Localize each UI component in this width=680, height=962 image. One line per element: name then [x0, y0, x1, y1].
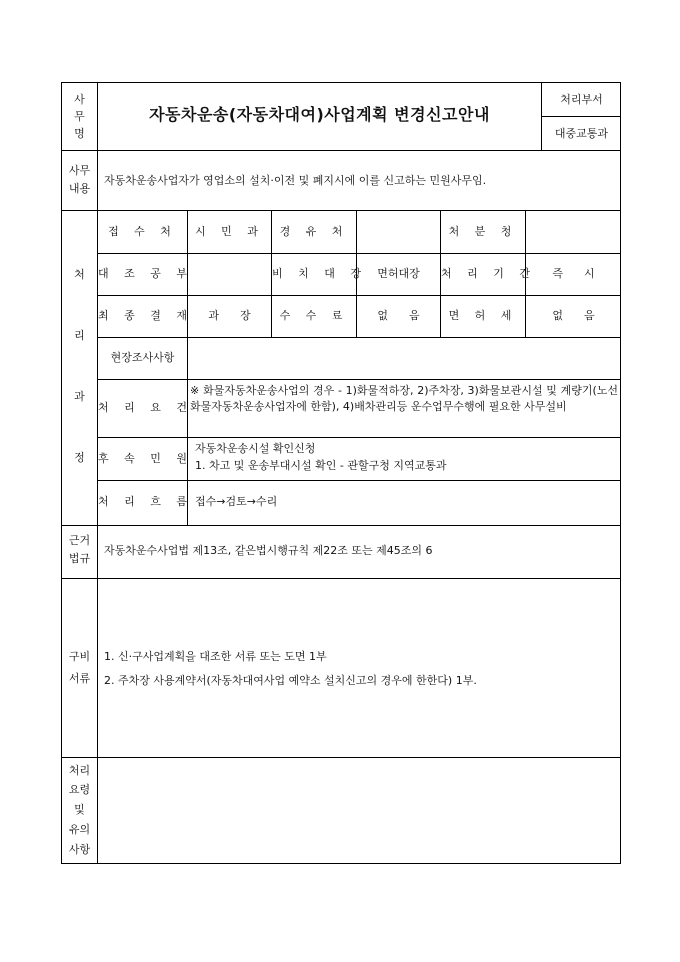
process-column-divider [187, 210, 188, 525]
cell-register-value: 면허대장 [377, 267, 420, 280]
cell-reception-label: 접 수 처 [108, 225, 177, 238]
form-frame [61, 82, 621, 864]
process-label-char: 처 [74, 268, 85, 281]
content-label: 사무 [68, 164, 91, 177]
header-label-char: 사 [74, 93, 85, 106]
page-title: 자동차운송(자동차대여)사업계획 변경신고안내 [149, 105, 490, 124]
process-label-char: 리 [74, 329, 85, 342]
document-item: 2. 주차장 사용계약서(자동차대여사업 예약소 설치신고의 경우에 한한다) 1부. [104, 674, 477, 687]
cell-fee-label: 수 수 료 [279, 309, 349, 322]
header-label-char: 무 [74, 110, 85, 123]
row-divider [97, 379, 621, 380]
notes-label: 요령 [68, 783, 91, 796]
site-survey-label: 현장조사사항 [110, 351, 175, 364]
row-divider [61, 757, 621, 758]
row-divider [61, 578, 621, 579]
notes-label: 사항 [68, 843, 91, 856]
cell-tax-value: 없 음 [552, 309, 595, 322]
notes-label: 및 [74, 803, 85, 816]
document-item: 1. 신·구사업계획을 대조한 서류 또는 도면 1부 [104, 650, 327, 663]
cell-via-label: 경 유 처 [279, 225, 349, 238]
requirements-text: ※ 화물자동차운송사업의 경우 - 1)화물적하장, 2)주차장, 3)화물보관시설 및 계량기(노선화물자동차운송사업자에 한함), 4)배차관리등 운수업무수행에 필요한 사무설비 [190, 384, 618, 413]
requirements-label: 처 리 요 건 [98, 401, 193, 414]
process-label-char: 과 [74, 390, 85, 403]
label-column-divider [97, 82, 98, 864]
row-divider [97, 295, 621, 296]
law-label: 근거 [68, 534, 91, 547]
content-label: 내용 [68, 182, 91, 195]
followup-line: 자동차운송시설 확인신청 [195, 442, 316, 455]
cell-authority-label: 처 분 청 [448, 225, 518, 238]
row-divider [97, 337, 621, 338]
row-divider [61, 210, 621, 211]
row-divider [61, 150, 621, 151]
row-divider [97, 480, 621, 481]
cell-tax-label: 면 허 세 [448, 309, 518, 322]
content-text: 자동차운송사업자가 영업소의 설치·이전 및 폐지시에 이를 신고하는 민원사무임. [104, 174, 487, 187]
cell-ledger-label: 대 조 공 부 [98, 267, 193, 280]
row-divider [61, 525, 621, 526]
cell-fee-value: 없 음 [377, 309, 420, 322]
cell-approval-label: 최 종 결 재 [98, 309, 193, 322]
notes-label: 유의 [68, 823, 91, 836]
documents-label: 서류 [68, 672, 91, 685]
law-text: 자동차운수사업법 제13조, 같은법시행규칙 제22조 또는 제45조의 6 [104, 544, 433, 557]
documents-label: 구비 [68, 650, 91, 663]
dept-divider [541, 116, 621, 117]
cell-reception-value: 시 민 과 [195, 225, 264, 238]
followup-line: 1. 차고 및 운송부대시설 확인 - 관할구청 지역교통과 [195, 459, 447, 472]
dept-value: 대중교통과 [554, 127, 609, 140]
followup-label: 후 속 민 원 [98, 452, 193, 465]
cell-period-value: 즉 시 [552, 267, 595, 280]
process-label-char: 정 [74, 451, 85, 464]
cell-approval-value: 과 장 [208, 309, 251, 322]
row-divider [97, 253, 621, 254]
dept-label: 처리부서 [560, 93, 603, 106]
cell-register-label: 비 치 대 장 [272, 267, 367, 280]
header-label-char: 명 [74, 127, 85, 140]
flow-label: 처 리 흐 름 [98, 495, 193, 508]
flow-text: 접수→검토→수리 [195, 495, 278, 508]
row-divider [97, 437, 621, 438]
cell-period-label: 처 리 기 간 [441, 267, 536, 280]
notes-label: 처리 [68, 764, 91, 777]
law-label: 법규 [68, 552, 91, 565]
